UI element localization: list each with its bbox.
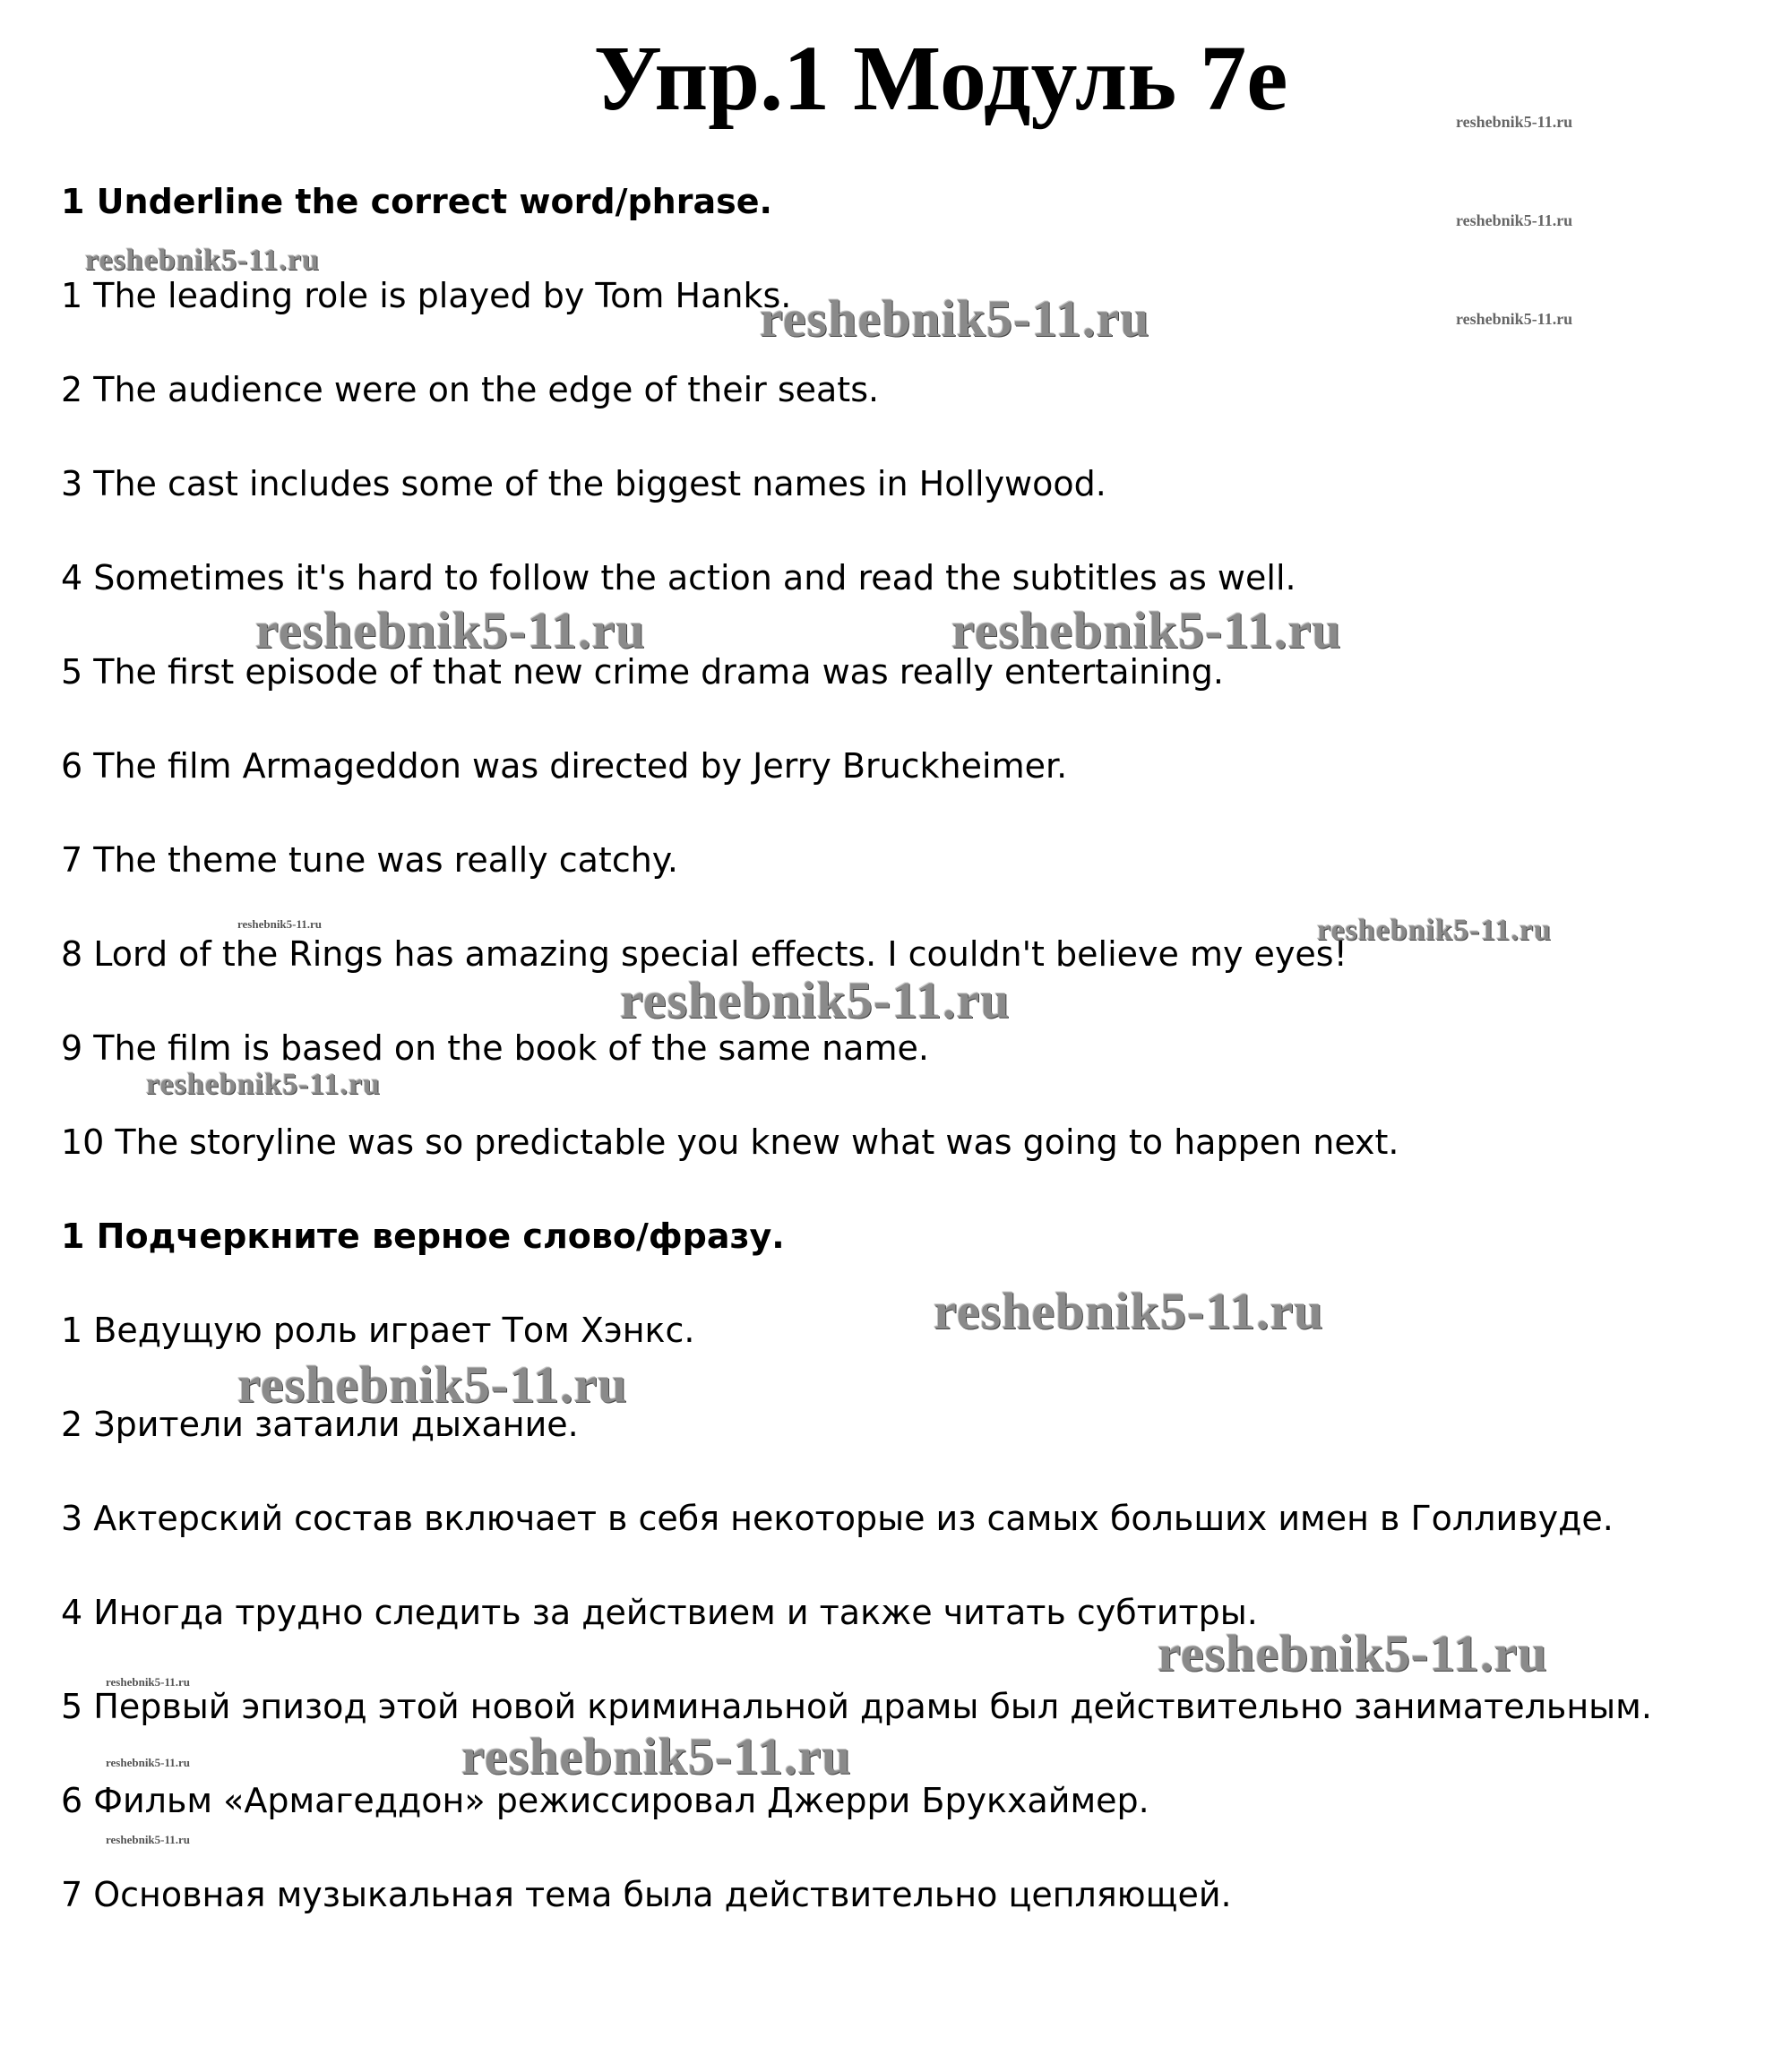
watermark: reshebnik5-11.ru <box>106 1675 191 1689</box>
english-item-3: 3 The cast includes some of the biggest names in Hollywood. <box>61 464 1106 503</box>
watermark: reshebnik5-11.ru <box>1456 113 1573 131</box>
english-item-2: 2 The audience were on the edge of their seats. <box>61 370 880 409</box>
watermark: reshebnik5-11.ru <box>146 1068 381 1101</box>
russian-item-5: 5 Первый эпизод этой новой криминальной драмы был действительно занимательным. <box>61 1687 1652 1726</box>
watermark: reshebnik5-11.ru <box>760 289 1150 348</box>
english-item-10: 10 The storyline was so predictable you knew what was going to happen next. <box>61 1122 1399 1162</box>
russian-heading: 1 Подчеркните верное слово/фразу. <box>61 1217 785 1256</box>
watermark: reshebnik5-11.ru <box>951 601 1342 659</box>
english-item-5: 5 The first episode of that new crime drama was really entertaining. <box>61 652 1224 692</box>
russian-item-7: 7 Основная музыкальная тема была действительно цепляющей. <box>61 1875 1232 1914</box>
watermark: reshebnik5-11.ru <box>255 601 646 659</box>
watermark: reshebnik5-11.ru <box>620 971 1011 1029</box>
watermark: reshebnik5-11.ru <box>1456 310 1573 328</box>
english-item-4: 4 Sometimes it's hard to follow the action and read the subtitles as well. <box>61 558 1296 598</box>
watermark: reshebnik5-11.ru <box>1158 1624 1548 1682</box>
english-item-8: 8 Lord of the Rings has amazing special effects. I couldn't believe my eyes! <box>61 934 1347 974</box>
english-heading: 1 Underline the correct word/phrase. <box>61 182 772 221</box>
watermark: reshebnik5-11.ru <box>1456 211 1573 229</box>
watermark: reshebnik5-11.ru <box>106 1833 191 1846</box>
russian-item-2: 2 Зрители затаили дыхание. <box>61 1405 579 1444</box>
english-item-6: 6 The film Armageddon was directed by Jerry Bruckheimer. <box>61 746 1068 786</box>
russian-item-4: 4 Иногда трудно следить за действием и также читать субтитры. <box>61 1593 1258 1632</box>
page-title: Упр.1 Модуль 7е <box>593 27 1288 130</box>
russian-item-6: 6 Фильм «Армагеддон» режиссировал Джерри Брукхаймер. <box>61 1781 1149 1820</box>
watermark: reshebnik5-11.ru <box>934 1282 1324 1340</box>
english-item-7: 7 The theme tune was really catchy. <box>61 840 678 880</box>
russian-item-1: 1 Ведущую роль играет Том Хэнкс. <box>61 1311 695 1350</box>
watermark: reshebnik5-11.ru <box>237 1355 628 1414</box>
watermark: reshebnik5-11.ru <box>85 244 320 277</box>
english-item-1: 1 The leading role is played by Tom Hanks. <box>61 276 792 315</box>
watermark: reshebnik5-11.ru <box>1317 914 1552 947</box>
english-item-9: 9 The film is based on the book of the same name. <box>61 1028 929 1068</box>
watermark: reshebnik5-11.ru <box>461 1727 852 1785</box>
watermark: reshebnik5-11.ru <box>106 1756 191 1769</box>
watermark: reshebnik5-11.ru <box>237 917 323 931</box>
russian-item-3: 3 Актерский состав включает в себя некоторые из самых больших имен в Голливуде. <box>61 1499 1614 1538</box>
